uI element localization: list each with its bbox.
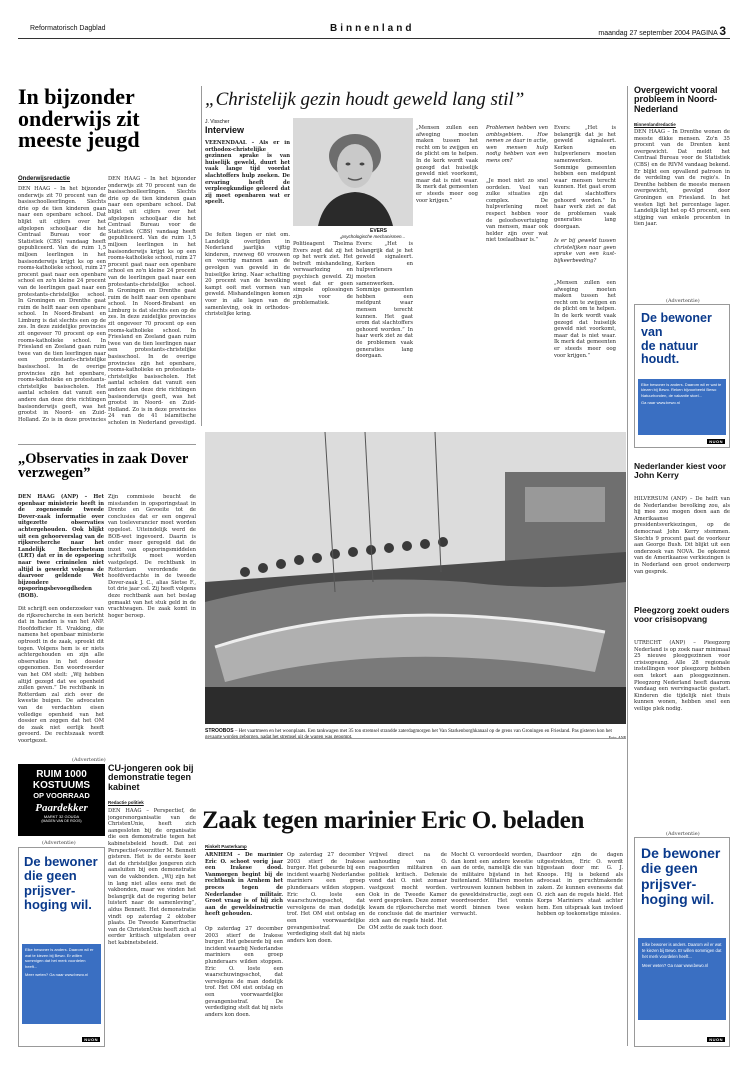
ad2-label: (Advertentie) (42, 840, 76, 846)
header-rule (18, 38, 730, 39)
section-name: Binnenland (330, 23, 415, 34)
photo-credit: EVERS (370, 228, 387, 234)
ruim-l3: OP VOORRAAD (33, 791, 90, 800)
dover-intro: DEN HAAG (ANP) – Het openbaar ministerie heeft in de zogenoemde tweede Dover-zaak informatie over uitgezette observaties achtergehouden. Ook blijkt uit een gehoorverslag van de rijksrecherche naar het Landelijk Rechercheteam (LRT) dat er in de opsporing naar twee criminelen niet altijd is gewerkt volgens de daarvoor geldende Wet bijzondere opsporingsbevoegdheden (BOB). (18, 494, 104, 599)
marinier-body2a: Op zaterdag 27 december 2003 stierf de Irakese burger. Het gebeurde bij een incident waarbij Nederlandse mariniers een groep plunderaars wilden stoppen. Eric O. loste een waarschuwingsschot, dat vervolgens de man dodelijk trof. Het OM eist ontslag en een voorwaardelijke gevangenisstraf. De verdediging stelt dat hij niets anders kon doen. (205, 926, 283, 1018)
ad2-l2: die geen (24, 868, 77, 884)
photo-caption (205, 728, 626, 741)
ruim-brand: Paardekker (35, 802, 88, 814)
ad-bewoner-3[interactable] (634, 837, 730, 1047)
ad2-l3: prijsver- (24, 882, 76, 898)
tanker-photo (205, 432, 626, 724)
right-l1: Binnenlandredactie (634, 122, 676, 127)
page-word: PAGINA (691, 30, 718, 37)
cu-body: DEN HAAG – Perspectief, de jongerenorganisatie van de ChristenUnie, heeft zich aangesloten bij de organisatie die een demonstratie tegen het kabinetsbeleid houdt. Dat zei Perspectief-voorzitter M. Bennett gisteren. Het is de eerste keer dat de christelijke jongeren zich aansluiten bij een demonstratie van de vakbonden. „Wij zijn het in lang niet alles eens met de vakbonden, maar we vinden het belangrijk dat de regering beter luistert naar de samenleving”, aldus Bennett. Het demonstratie vindt op zaterdag 2 oktober plaats. De Tweede Kamerfractie van de ChristenUnie heeft zich al eerder kritisch uitgelaten over het kabinetsbeleid. (108, 808, 196, 946)
op-quote2: Is er bij geweld tussen christelijken naar geen sprake van een kust-bijkeerbeeding? (554, 238, 616, 264)
marinier-rule (205, 738, 626, 739)
op-byline: J. Visscher (205, 119, 230, 125)
page-info (598, 24, 726, 38)
photo-sub: „psychologische mechanismen... (340, 234, 406, 239)
marinier-body2: Op zaterdag 27 december 2003 stierf de Irakese burger. Het gebeurde bij een incident waarbij Nederlandse mariniers een groep plunderaars wilden stoppen. Eric O. loste een waarschuwingsschot, dat vervolgens de man dodelijk trof. Het OM eist ontslag en een voorwaardelijke gevangenisstraf. De verdediging stelt dat hij niets anders kon doen. (287, 852, 365, 944)
ad1-l2: van (641, 324, 663, 339)
op-headline: „Christelijk gezin houdt geweld lang stil” (205, 89, 525, 110)
nuon-logo-1: NUON (709, 439, 723, 444)
caption-lead: STROOBOS (205, 728, 234, 734)
cu-headline: CU-jongeren ook bij demonstratie tegen kabinet (108, 763, 194, 792)
ad1-l3: de natuur (641, 338, 698, 353)
marinier-body1: ARNHEM – De marinier Eric O. schoot vorig jaar een Irakese dood. Vanmorgen begint bij de rechtbank in Arnhem het proces tegen de Nederlandse militair. Groot vraag is of hij zich aan de geweldsinstructie heeft gehouden. (205, 852, 283, 918)
ruim-l1: RUIM 1000 (36, 769, 87, 780)
op-body5: „Je moet niet zo snel oordelen. Veel van zulke situaties zijn complex. De hulpverlening moet respect hebben voor de geloofsovertuiging van mensen, maar ook helder zijn over wat niet toelaatbaar is.” (486, 178, 548, 244)
ad3-fine: Elke bewoner is anders. Daarom wil er wat te kiezen bij Bewo. Er willen sommigen dat het merk voordelen heeft... (642, 942, 722, 959)
op-body1: De feiten liegen er niet om. Landelijk overlijden in Nederland jaarlijks vijftig kinderen, ruwweg 60 vrouwen en veertig mannen aan de gevolgen van geweld in de huiselijke kring. Naar schatting 20 procent van de bevolking kampt ooit met vormen van geweld. Mishandelingen komen voor in alle lagen van de samenleving, ook in orthodox-christelijke kring. (205, 232, 290, 318)
ad3-label: (Advertentie) (666, 831, 700, 837)
lead-body-col2: DEN HAAG – In het bijzonder onderwijs zit 70 procent van de basisschoolleerlingen. Slechts drie op de tien kinderen gaan naar een openbare school. Dat blijkt uit cijfers over het afgelopen schooljaar die het Centraal Bureau voor de Statistiek (CBS) vandaag heeft gepubliceerd. Van de ruim 1,5 miljoen leerlingen in het basisonderwijs krijgt ks op een rooms-katholieke school, ruim 27 procent gaat naar een openbare school en zo'n kleine 24 procent van de leerlingen gaat naar een protestants-christelijke school. In Groningen en Drenthe gaat ruim de helft naar een openbare school. In Noord-Brabant en Limburg is dat slechts een op de zes. In deze zuidelijke provincies zit ongeveer 70 procent op een rooms-katholieke school. In Friesland en Zeeland gaan ruim twee van de tien leerlingen naar een protestants-christelijke basisschool. In de overige provincies zijn het openbare, rooms-katholieke en protestants-christelijke basisscholen. Het aantal scholen dat vanuit een andere dan deze drie richtingen basisonderwijs geeft, was het grootst in Noord- en Zuid-Holland. Zo is in deze provincies 24 van de 41 islamitische scholen in Nederland gevestigd. (108, 176, 196, 426)
cu-label: Redactie politiek (108, 800, 144, 805)
ruim-ad-label: (Advertentie) (72, 757, 106, 763)
right-b2: HILVERSUM (ANP) – De helft van de Nederlandse bevolking zou, als hij mee zou mogen doen aan de Amerikaanse presidentsverkiezingen, op de democraat John Kerry stemmen. Slechts 9 procent gaat de voorkeur aan George Bush. Dit blijkt uit een onderzoek van NOVA. De opkomst van de Amerikaanse verkiezingen is in Nederland een groot onderwerp van gesprek. (634, 496, 730, 575)
right-b1: DEN HAAG – In Drenthe wonen de meeste dikke mensen. Zo'n 35 procent van de Drenten kent overgewicht. Dat meldt het Centraal Bureau voor de Statistiek (CBS) en de RIVM vandaag bekend. Er blijkt een opvallend patroon in de verdeling van de regio's. In Drenthe hebben de meeste mensen overgewicht, gevolgd door Groningen en Friesland. In het westen ligt het percentage lager. Landelijk ligt het op 45 procent, een stijging van enkele procenten in tien jaar. (634, 129, 730, 228)
ad1-label: (Advertentie) (666, 298, 700, 304)
paper-name: Reformatorisch Dagblad (30, 25, 106, 32)
ruim-l2: KOSTUUMS (32, 780, 91, 791)
marinier-body4: Mocht O. veroordeeld worden, dan komt een andere kwestie aan de orde, namelijk die van de militaire bijstand in het buitenland. Militairen moeten vertrouwen kunnen hebben in de geweldsinstructie, zegt een woordvoerder. Het vonnis wordt binnen twee weken verwacht. (451, 852, 533, 918)
op-body3: Evers: „Het is belangrijk dat je het geweld signaleert. Kerken en hulpverleners moeten samenwerken. Sommige gemeenten hebben een meldpunt waar mensen terecht kunnen. Het gaat erom dat slachtoffers gehoord worden.” In haar werk ziet ze dat de problemen vaak generaties lang doorgaan. (356, 241, 413, 360)
ad1-fine: Elke bewoner is anders. Daarom wil er wat te kiezen bij Bewo. Reken bijvoorbeeld Bewo Natuurhonden, de vakantie stoel... (641, 382, 722, 398)
lead-body-col1: DEN HAAG – In het bijzonder onderwijs zit 70 procent van de basisschoolleerlingen. Slechts drie op de tien kinderen gaan naar een openbare school. Dat blijkt uit cijfers over het afgelopen schooljaar die het Centraal Bureau voor de Statistiek (CBS) vandaag heeft gepubliceerd. Van de ruim 1,5 miljoen leerlingen in het basisonderwijs krijgt ks op een rooms-katholieke school, ruim 27 procent gaat naar een openbare school en zo'n kleine 24 procent van de leerlingen gaat naar een protestants-christelijke school. In Groningen en Drenthe gaat ruim de helft naar een openbare school. In Noord-Brabant en Limburg is dat slechts een op de zes. In deze zuidelijke provincies zit ongeveer 70 procent op een rooms-katholieke school. In Friesland en Zeeland gaan ruim twee van de tien leerlingen naar een protestants-christelijke basisschool. In de overige provincies zijn het openbare, rooms-katholieke en protestants-christelijke basisscholen. Het aantal scholen dat vanuit een andere dan deze drie richtingen basisonderwijs geeft, was het grootst in Noord- en Zuid-Holland. Zo is in deze provincies (18, 186, 106, 423)
right-h3: Pleegzorg zoekt ouders voor crisisopvang (634, 605, 730, 624)
lead-label: Onderwijsredactie (18, 176, 71, 182)
ad2-l1: De bewoner (24, 854, 98, 869)
ad-ruim-1000[interactable] (18, 764, 105, 836)
caption-text: – Het vaartmeen en het woonplaats. Een tankwagen met 35 ton stremsel strandde zaterdagmorgen het Van Starkenborghkanaal op de grens van Groningen en Friesland. Pas gisteren kon het (234, 729, 612, 734)
nuon-logo-3: NUON (709, 1037, 723, 1042)
op-label: Interview (205, 125, 245, 135)
col-divider (201, 86, 202, 426)
marinier-headline: Zaak tegen marinier Eric O. beladen (202, 807, 585, 834)
ad2-url: Meer weten? Ga naar www.bewo.nl (25, 972, 89, 978)
ad2-blue (22, 944, 101, 1024)
right-h1: Overgewicht vooral probleem in Noord-Nederland (634, 85, 718, 114)
ad3-url: Meer weten? Ga naar www.bewo.nl (642, 963, 709, 968)
ad-bewoner-1[interactable] (634, 304, 730, 448)
ad1-l1: De bewoner (641, 311, 712, 325)
ad3-l1: De bewoner (641, 845, 721, 861)
ad2-fine: Elke bewoner is anders. Daarom wil er wat te kiezen bij Bewo. Er willen sommigen dat het merk voordelen heeft... (25, 947, 94, 969)
marinier-label: Rinkelt Pasterkamp (205, 844, 247, 849)
ad3-l3: prijsver- (641, 875, 697, 892)
dover-body: Dit schrijft een onderzoeker van de rijksrecherche in een bericht dat in handen is van het ANP. Hoofdofficier H. Vrakking, die namens het openbaar ministerie optreedt in de zaak, spreekt dit tegen. Volgens hem is er niets achtergehouden en zijn alle observaties in het dossier opgenomen. Een woordvoerder van het OM stelt: „Wij hebben altijd gezegd dat we openheid zullen geven.” De rechtbank in Rotterdam zal zich over de kwestie buigen. De advocaten van de verdachten eisen volledige openheid van het dossier en zeggen dat het OM de zaak niet eerlijk heeft gevoerd. De rechtszaak wordt voortgezet. (18, 606, 104, 744)
op-body6: Evers: „Het is belangrijk dat je het geweld signaleert. Kerken en hulpverleners moeten samenwerken. Sommige gemeenten hebben een meldpunt waar mensen terecht kunnen. Het gaat erom dat slachtoffers gehoord worden.” In haar werk ziet ze dat de problemen vaak generaties lang doorgaan. (554, 125, 616, 230)
ad3-blue (638, 938, 726, 1020)
marinier-body5: Daardoor zijn de dagen uitgestrekten, Eric O. wordt bijgestaan door mr. G. J. Knoops. Hij is bekend als advocaat in geruchtmakende zaken. Ze kunnen eveneens dat O. zich aan de regels hield. Het Korps Mariniers staat achter hem. Een uitspraak kan invloed hebben op toekomstige missies. (537, 852, 623, 918)
op-quote1: Problemen hebben ven ambtsgebiem. Hoe nemen ze daar in actie, wen mensen hulp nodig hebben van een mens om? (486, 125, 548, 164)
ad3-l2: die geen (641, 860, 698, 877)
op-body2: Politieagent Thelma Evers zegt dat zij het op het werk ziet. Het betreft mishandeling, verwaarlozing en psychisch geweld. Zij weet dat er geen simpele oplossingen zijn voor de problematiek. (293, 241, 353, 307)
dover-body2: Zijn commissie beucht de misstanden in opsporingstaat in Drente en Gevoeite tot de conclusies dat er een ongeval van toeleverancier moet worden opgelost. Uiteindelijk werd de BOB-wet ingevoerd. Daarin is onder meer geregeld dat de inzet van opsporingsmiddelen schriftelijk moet worden vastgelegd. De rechtbank in Rotterdam verordende de hoofdverdachte in de tweede Dover-zaak J. C., alias Sietse F., tot drie jaar cel. Zij heeft volgens deze rechtbank aan het beslag gemaakt van het stuk geld in de vrachtwagen. De zaak komt in hoger beroep. (108, 494, 196, 619)
dover-headline: „Observaties in zaak Dover verzwegen” (18, 451, 189, 482)
ad2-l4: hoging wil. (24, 896, 92, 912)
op-intro: VEENENDAAL – Als er in orthodox-christelijke gezinnen sprake is van huiselijk geweld, duurt het vaak lange tijd voordat slachtoffers hulp zoeken. De ervaring heeft de verpleegkundige geleerd dat zij moet openbaren wat er speelt. (205, 140, 290, 206)
right-b3: UTRECHT (ANP) – Pleegzorg Nederland is op zoek naar minimaal 25 nieuwe pleeggezinnen voor crisisopvang. Alle 28 regionale instellingen voor pleegzorg hebben een tekort aan pleeggezinnen. Pleegzorg Nederland heeft daarom vandaag een wervingsactie gestart. Kinderen die tijdelijk niet thuis kunnen wonen, hebben snel een veilige plek nodig. (634, 640, 730, 712)
nuon-logo-2: NUON (84, 1037, 98, 1042)
page-number: 3 (719, 24, 726, 38)
portrait-photo (293, 118, 413, 226)
ad1-blue (638, 379, 726, 435)
date-text: maandag 27 september 2004 (598, 30, 690, 37)
ruim-fine2: (MAGEN VAN DE ROOS) (41, 819, 82, 823)
dover-rule (18, 444, 196, 445)
ad1-url: Ga naar www.bewo.nl (641, 400, 680, 406)
marinier-body3: Vrijwel direct na de aanhouding van O. reageerden militairen en politiek kritisch. Defensie vond dat O. niet zomaar vastgezet mocht worden. Ook in de Tweede Kamer werd gesproken. Deze zomer kwam de rijksrecherche met de conclusie dat de marinier zich aan de regels hield. Het OM zette de zaak toch door. (369, 852, 447, 931)
lead-headline: In bijzonder onderwijs zit meeste jeugd (18, 84, 140, 153)
ad-bewoner-2[interactable] (18, 847, 105, 1047)
ad1-l4: houdt. (641, 352, 680, 367)
right-col-divider (627, 86, 628, 1046)
ruim-fine: MARKT 32 GOUDA (43, 814, 80, 819)
op-body4: „Mensen zullen een afweging moeten maken tussen het recht om te zwijgen en de plicht om te helpen. In de kerk wordt vaak gezegd dat huiselijk geweld niet voorkomt, maar dat is niet waar. Ik merk dat gemeenten er steeds meer oog voor krijgen.” (416, 125, 478, 204)
op-body7: „Mensen zullen een afweging moeten maken tussen het recht om te zwijgen en de plicht om te helpen. In de kerk wordt vaak gezegd dat huiselijk geweld niet voorkomt, maar dat is niet waar. Ik merk dat gemeenten er steeds meer oog voor krijgen.” (554, 280, 616, 359)
right-h2: Nederlander kiest voor John Kerry (634, 461, 727, 480)
ad3-l4: hoging wil. (641, 891, 715, 908)
